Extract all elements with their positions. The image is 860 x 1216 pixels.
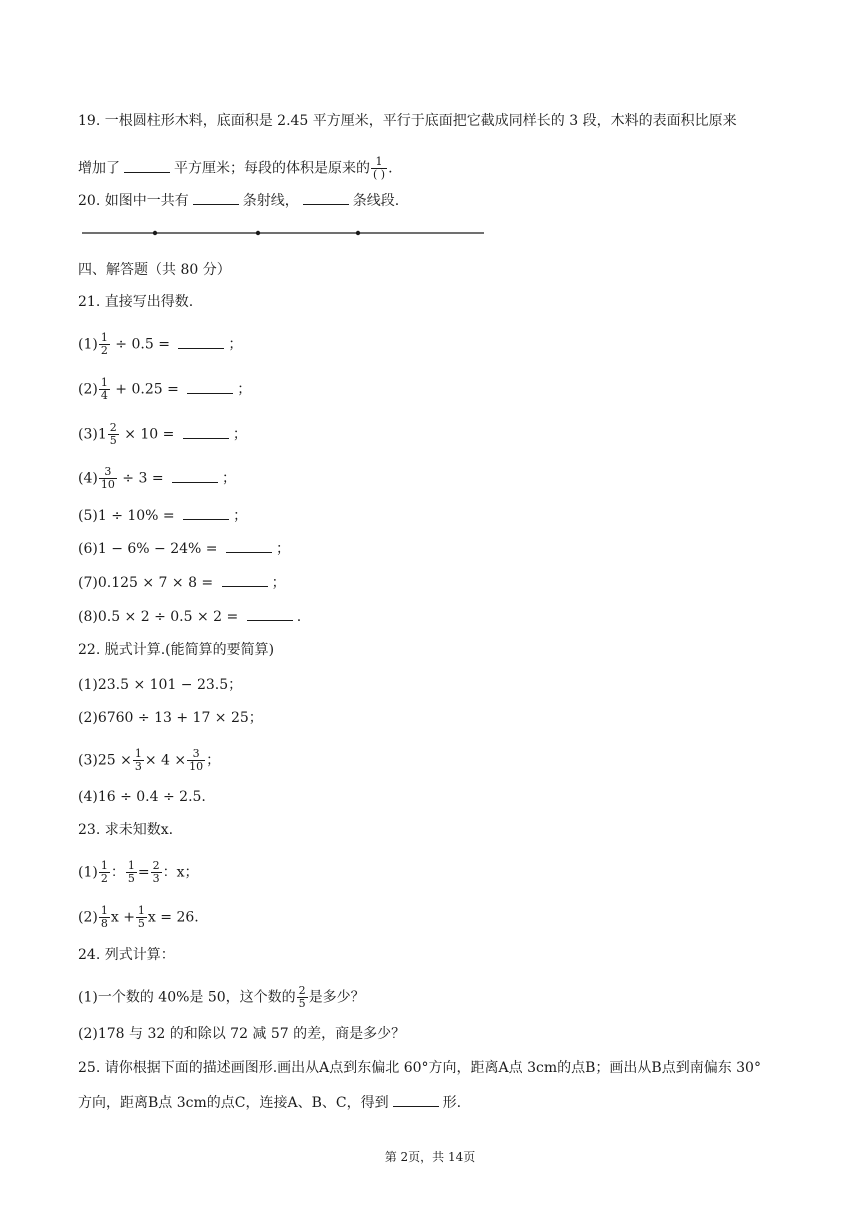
q19-line1: 19. 一根圆柱形木料，底面积是 2.45 平方厘米，平行于底面把它截成同样长的 3 段，木料的表面积比原来 bbox=[78, 113, 737, 129]
q24-title: 24. 列式计算： bbox=[78, 947, 175, 963]
answer-blank bbox=[393, 1094, 439, 1107]
answer-blank bbox=[226, 540, 272, 553]
q22-item-2: (2)6760 ÷ 13 + 17 × 25； bbox=[78, 710, 263, 726]
q21-title: 21. 直接写出得数. bbox=[78, 294, 194, 310]
q22-title: 22. 脱式计算.(能简算的要简算) bbox=[78, 642, 275, 658]
q23-item-2: (2) $\frac{1}{8}$ x + $\frac{1}{5}$ x = 26. bbox=[78, 904, 199, 930]
answer-blank bbox=[183, 507, 229, 520]
q22-item-3: (3)25 × $\frac{1}{3}$ × 4 × $\frac{3}{10}$ ； bbox=[78, 747, 221, 773]
q24-item-1: (1)一个数的 40%是 50，这个数的 $\frac{2}{5}$ 是多少？ bbox=[78, 984, 365, 1010]
diagram-point bbox=[153, 231, 157, 235]
q23-item-1: (1) $\frac{1}{2}$ ： $\frac{1}{5}$ = $\frac{2}{3}$ ：x； bbox=[78, 859, 199, 885]
q21-item-1: (1) $\frac{1}{2}$ ÷ 0.5 = ； bbox=[78, 331, 243, 357]
q21-item-3: (3)1 $\frac{2}{5}$ × 10 = ； bbox=[78, 421, 247, 447]
diagram-point bbox=[356, 231, 360, 235]
q22-item-4: (4)16 ÷ 0.4 ÷ 2.5. bbox=[78, 789, 206, 805]
q21-item-6: (6)1 − 6% − 24% = ； bbox=[78, 541, 290, 557]
answer-blank bbox=[178, 336, 224, 349]
q21-item-8: (8)0.5 × 2 ÷ 0.5 × 2 = . bbox=[78, 609, 302, 625]
answer-blank bbox=[222, 574, 268, 587]
answer-blank bbox=[183, 426, 229, 439]
q21-item-2: (2) $\frac{1}{4}$ + 0.25 = ； bbox=[78, 376, 252, 402]
q25-line1: 25. 请你根据下面的描述画图形.画出从A点到东偏北 60°方向，距离A点 3cm的点B；画出从B点到南偏东 30° bbox=[78, 1060, 761, 1076]
answer-blank bbox=[247, 608, 293, 621]
q21-item-5: (5)1 ÷ 10% = ； bbox=[78, 508, 248, 524]
q21-item-7: (7)0.125 × 7 × 8 = ； bbox=[78, 575, 286, 591]
q24-item-2: (2)178 与 32 的和除以 72 减 57 的差，商是多少？ bbox=[78, 1026, 406, 1042]
answer-blank bbox=[187, 381, 233, 394]
q22-item-1: (1)23.5 × 101 − 23.5； bbox=[78, 677, 243, 693]
page-footer: 第 2页，共 14页 bbox=[384, 1150, 476, 1164]
fraction: $\frac{1}{( )}$ bbox=[373, 155, 386, 181]
diagram-point bbox=[256, 231, 260, 235]
section-heading: 四、解答题（共 80 分） bbox=[78, 262, 231, 278]
q25-line2: 方向，距离B点 3cm的点C，连接A、B、C，得到 形. bbox=[78, 1095, 462, 1111]
q23-title: 23. 求未知数x. bbox=[78, 822, 174, 838]
q19-line2: 增加了 平方厘米；每段的体积是原来的 $\frac{1}{( )}$ . bbox=[78, 155, 393, 181]
answer-blank bbox=[172, 470, 218, 483]
q20-line: 20. 如图中一共有 条射线， 条线段. bbox=[78, 193, 400, 209]
q21-item-4: (4) $\frac{3}{10}$ ÷ 3 = ； bbox=[78, 465, 237, 491]
